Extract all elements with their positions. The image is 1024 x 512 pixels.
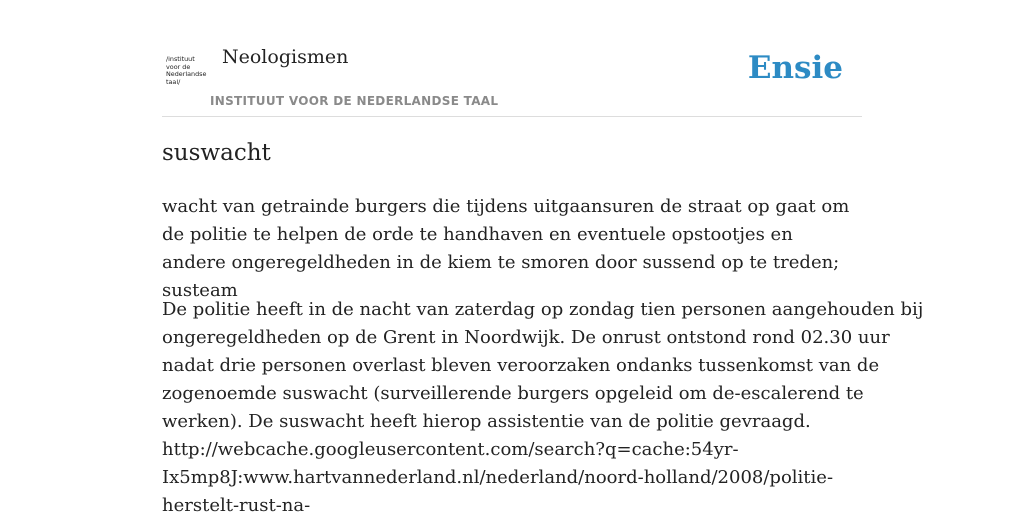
- entry-example: [162, 296, 924, 512]
- example-line: nadat drie personen overlast bleven veroorzaken ondanks tussenkomst van de: [162, 355, 880, 376]
- logo-line: voor de: [166, 62, 191, 71]
- example-line: werken). De suswacht heeft hierop assistentie van de politie gevraagd.: [162, 411, 811, 432]
- example-line: zogenoemde suswacht (surveillerende burgers opgeleid om de-escalerend te: [162, 383, 864, 404]
- logo-line: /instituut: [166, 55, 195, 63]
- site-header: [162, 0, 862, 117]
- site-subtitle: INSTITUUT VOOR DE NEDERLANDSE TAAL: [210, 94, 499, 108]
- ensie-brand-logo[interactable]: Ensie: [747, 50, 843, 86]
- logo-line: Nederlandse: [166, 70, 207, 79]
- example-source-url-line: http://webcache.googleusercontent.com/search?q=cache:54yr-: [162, 439, 739, 460]
- example-source-url-line: herstelt-rust-na-: [162, 495, 311, 512]
- institute-logo[interactable]: [166, 56, 208, 86]
- example-line: De politie heeft in de nacht van zaterdag op zondag tien personen aangehouden bij: [162, 299, 924, 320]
- logo-line: taal/: [166, 77, 181, 86]
- page-container: [162, 0, 924, 512]
- example-source-url-line: Ix5mp8J:www.hartvannederland.nl/nederland/noord-holland/2008/politie-: [162, 467, 834, 488]
- entry-definition: wacht van getrainde burgers die tijdens uitgaansuren de straat op gaat om de politie te helpen de orde te handhaven en eventuele opstootjes en andere ongeregeldheden in de kiem te smoren door sussend op te treden; susteam: [162, 196, 850, 301]
- example-line: ongeregeldheden op de Grent in Noordwijk. De onrust ontstond rond 02.30 uur: [162, 327, 890, 348]
- site-title[interactable]: Neologismen: [222, 46, 349, 68]
- entry-term: suswacht: [162, 140, 271, 166]
